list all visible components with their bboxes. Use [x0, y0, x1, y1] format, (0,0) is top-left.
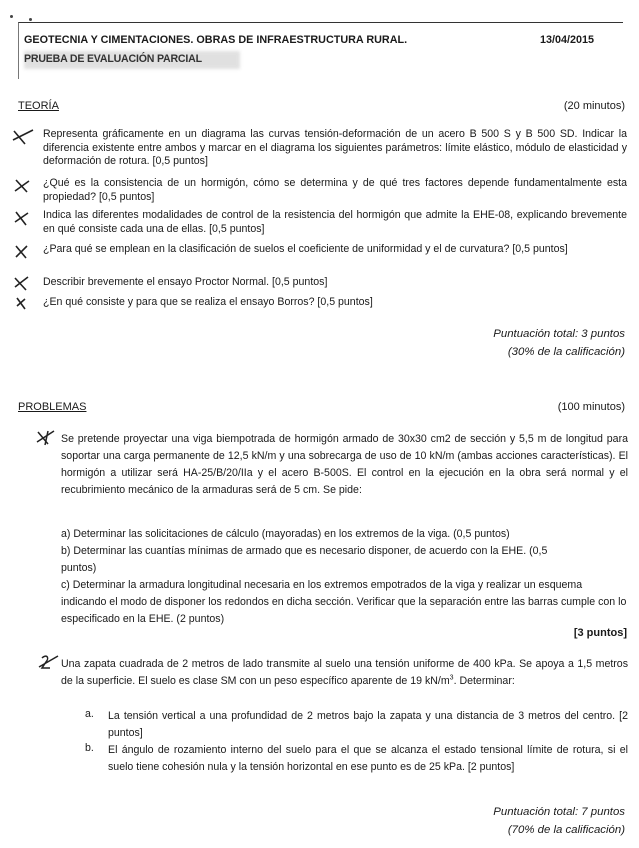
teoria-question-1: Representa gráficamente en un diagrama las curvas tensión-deformación de un acero B 500 S y B 500 SD. Indicar la diferencia existente entre ambos y marcar en el diagrama los siguientes parámetros: límite elástico, módulo de elasticidad y deformación de rotura. [0,5 puntos] [43, 128, 627, 168]
problem-number-2-icon [36, 653, 62, 673]
teoria-time: (20 minutos) [563, 100, 625, 112]
problem-1-part-c: c) Determinar la armadura longitudinal necesaria en los extremos empotrados de la viga y realizar un esquema indicando el modo de disponer los redondos en dicha sección. Verificar que la separación entre las barras cumple con lo especificado en la EHE. (2 puntos) [61, 579, 627, 625]
teoria-question-6: ¿En qué consiste y para que se realiza el ensayo Borros? [0,5 puntos] [43, 296, 373, 308]
teoria-question-4: ¿Para qué se emplean en la clasificación de suelos el coeficiente de uniformidad y el de curvatura? [0,5 puntos] [43, 243, 568, 255]
check-mark-icon [11, 177, 35, 197]
check-mark-icon [11, 209, 35, 229]
exam-title: GEOTECNIA Y CIMENTACIONES. OBRAS DE INFRAESTRUCTURA RURAL. [24, 34, 408, 46]
problem-2-statement [61, 656, 628, 690]
problem-2-part-b: El ángulo de rozamiento interno del suelo para el que se alcanza el estado tensional límite de rotura, si el suelo tiene cohesión nula y la tensión horizontal en ese punto es de 25 kPa. [2 puntos] [108, 744, 628, 773]
exam-subtitle: PRUEBA DE EVALUACIÓN PARCIAL [24, 53, 202, 65]
problemas-time: (100 minutos) [557, 401, 625, 413]
problemas-percent: (70% de la calificación) [507, 824, 625, 836]
teoria-question-3: Indica las diferentes modalidades de control de la resistencia del hormigón que admite la EHE-08, explicando brevemente en qué consiste cada una de ellas. [0,5 puntos] [43, 209, 627, 235]
problem-2-intro-end: . Determinar: [453, 675, 515, 687]
teoria-question-5: Describir brevemente el ensayo Proctor Normal. [0,5 puntos] [43, 276, 328, 288]
problem-1-part-b: b) Determinar las cuantías mínimas de armado que es necesario disponer, de acuerdo con la EHE. (0,5 puntos) [61, 545, 548, 574]
problem-number-1-icon [34, 428, 58, 448]
teoria-title: TEORÍA [18, 100, 59, 112]
check-mark-icon [11, 294, 35, 314]
scan-speck [10, 15, 13, 18]
problem-1-points: [3 puntos] [573, 627, 627, 639]
unit-superscript: 3 [449, 674, 454, 682]
check-mark-icon [11, 243, 35, 263]
problem-2-letter-b: b. [85, 742, 94, 754]
problem-2-letter-a: a. [85, 708, 94, 720]
teoria-percent: (30% de la calificación) [507, 346, 625, 358]
problem-1-statement: Se pretende proyectar una viga biempotrada de hormigón armado de 30x30 cm2 de sección y 5,5 m de longitud para soportar una carga permanente de 12,5 kN/m y una sobrecarga de uso de 10 kN/m (ambas acciones características). El hormigón a utilizar será HA-25/B/20/IIa y el acero B-500S. El control en la ejecución en la obra será normal y el recubrimiento mecánico de la armaduras será de 5 cm. Se pide: [61, 433, 628, 496]
problemas-title: PROBLEMAS [18, 401, 87, 413]
problem-1-part-a: a) Determinar las solicitaciones de cálculo (mayoradas) en los extremos de la viga. (0,5 puntos) [61, 528, 510, 540]
problem-2-intro: Una zapata cuadrada de 2 metros de lado transmite al suelo una tensión uniforme de 400 kPa. Se apoya a 1,5 metros de la superficie. El suelo es clase SM con un peso específico aparente de 19 kN/m [61, 658, 628, 687]
problem-2-part-a: La tensión vertical a una profundidad de 2 metros bajo la zapata y una distancia de 3 metros del centro. [2 puntos] [108, 710, 628, 739]
problemas-total: Puntuación total: 7 puntos [493, 806, 625, 818]
check-mark-icon [11, 274, 35, 294]
teoria-question-2: ¿Qué es la consistencia de un hormigón, cómo se determina y de qué tres factores depende fundamentalmente esta propiedad? [0,5 puntos] [43, 177, 627, 203]
teoria-total: Puntuación total: 3 puntos [493, 328, 625, 340]
exam-date: 13/04/2015 [540, 34, 595, 46]
check-mark-icon [11, 128, 35, 148]
scan-speck [29, 18, 32, 21]
